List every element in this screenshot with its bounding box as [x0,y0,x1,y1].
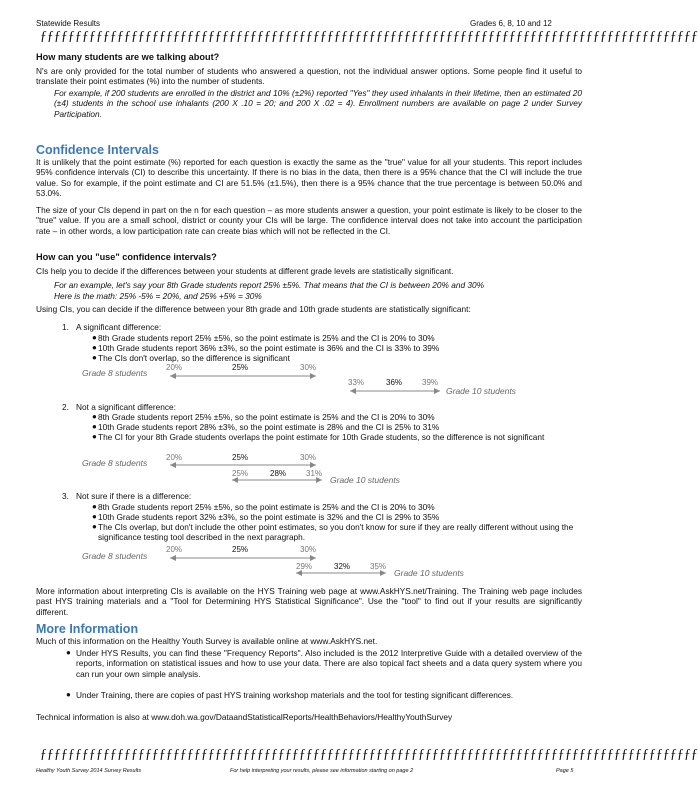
bullet-icon: ● [92,522,97,531]
footer-left: Healthy Youth Survey 2014 Survey Results [36,768,142,774]
ci-mid: 32% [334,562,351,571]
paragraph: The size of your CIs depend in part on the n for each question – as more students answer a question, your point estimate is likely to be closer to the "true" value. If you are a small school, district or county your CIs will be large. The confidence interval does not take into account the participation rate – in other words, a low participation rate can create bias which will not be reflected in the CI. [36,205,582,236]
paragraph: N's are only provided for the total number of students who answered a question, not the individual answer options. Some people find it useful to translate their point estimates (%) into the number of students. [36,66,582,87]
paragraph: Technical information is also at www.doh.wa.gov/DataandStatisticalReports/HealthBehaviors/HealthyYouthSurvey [36,712,453,722]
example-text: For example, if 200 students are enrolled in the district and 10% (±2%) reported "Yes" they used inhalants in their lifetime, then an estimated 20 (±4) students in the school use inhalants (200 X .10 = 20; and 200 X .02 = 4). Enrollment numbers are available on page 2 under Survey Participation. [54,88,582,119]
list-item: Under Training, there are copies of past HYS training workshop materials and the tool for testing significant differences. [76,690,514,700]
ci-low: 20% [166,453,183,462]
ci-diagram-3 [0,542,618,580]
grade10-label: Grade 10 students [330,475,400,485]
list-heading: Not sure if there is a difference: [76,491,192,501]
list-item: 8th Grade students report 25% ±5%, so the point estimate is 25% and the CI is 20% to 30% [98,412,435,422]
paragraph: CIs help you to decide if the differences between your students at different grade levels are statistically significant. [36,266,454,276]
ci-high: 30% [300,453,317,462]
list-number: 1. [62,322,69,332]
ci-mid: 28% [270,469,287,478]
bullet-icon: ● [92,412,97,421]
list-number: 2. [62,402,69,412]
list-item: 8th Grade students report 25% ±5%, so the point estimate is 25% and the CI is 20% to 30% [98,333,435,343]
paragraph: Much of this information on the Healthy Youth Survey is available online at www.AskHYS.net. [36,636,378,646]
bullet-icon: ● [66,648,71,657]
grade8-label: Grade 8 students [82,458,148,468]
ci-mid: 25% [232,363,249,372]
top-divider: ƒƒƒƒƒƒƒƒƒƒƒƒƒƒƒƒƒƒƒƒƒƒƒƒƒƒƒƒƒƒƒƒƒƒƒƒƒƒƒƒƒƒƒƒƒƒƒƒƒƒƒƒƒƒƒƒƒƒƒƒƒƒƒƒƒƒƒƒƒƒƒƒƒƒƒƒƒƒƒƒƒƒƒƒƒƒƒƒƒƒƒƒƒƒ [40,29,698,44]
example-text: For an example, let's say your 8th Grade students report 25% ±5%. That means that the CI is between 20% and 30% [54,280,484,290]
footer-page: Page 5 [556,768,574,774]
grade8-label: Grade 8 students [82,368,148,378]
section-heading-use-ci: How can you "use" confidence intervals? [36,252,217,262]
bullet-icon: ● [92,333,97,342]
paragraph: It is unlikely that the point estimate (%) reported for each question is exactly the same as the "true" value for all your students. This report includes 95% confidence intervals (CI) to describe this uncertainty. If there is no bias in the data, then there is a 95% chance that the CI will include the true value. So for example, if the point estimate and CI are 51.5% (±1.5%), then there is a 95% chance that the true percentage is between 50.0% and 53.0%. [36,157,582,198]
ci-low: 25% [232,469,249,478]
bullet-icon: ● [92,512,97,521]
bullet-icon: ● [92,422,97,431]
paragraph: More information about interpreting CIs is available on the HYS Training web page at www.AskHYS.net/Training. The Training web page includes past HYS training materials and a "Tool for Determining HYS Statistical Significance". Use the "tool" to find out if your results are significantly different. [36,586,582,617]
list-item: The CI for your 8th Grade students overlaps the point estimate for 10th Grade students, so the difference is not significant [98,432,545,442]
ci-diagram-2 [0,450,618,488]
list-heading: A significant difference: [76,322,162,332]
ci-low: 20% [166,363,183,372]
footer-center: For help interpreting your results, please see information starting on page 2 [230,768,414,774]
ci-mid: 36% [386,378,403,387]
ci-high: 30% [300,545,317,554]
ci-diagram-1 [0,360,618,400]
ci-high: 31% [306,469,323,478]
section-heading-confidence-intervals: Confidence Intervals [36,143,159,157]
bullet-icon: ● [92,502,97,511]
paragraph: Using CIs, you can decide if the difference between your 8th grade and 10th grade students are statistically significant: [36,304,471,314]
list-item: 10th Grade students report 28% ±3%, so the point estimate is 28% and the CI is 25% to 31% [98,422,440,432]
ci-high: 35% [370,562,387,571]
list-item: 8th Grade students report 25% ±5%, so the point estimate is 25% and the CI is 20% to 30% [98,502,435,512]
grade8-label: Grade 8 students [82,551,148,561]
bottom-divider: ƒƒƒƒƒƒƒƒƒƒƒƒƒƒƒƒƒƒƒƒƒƒƒƒƒƒƒƒƒƒƒƒƒƒƒƒƒƒƒƒƒƒƒƒƒƒƒƒƒƒƒƒƒƒƒƒƒƒƒƒƒƒƒƒƒƒƒƒƒƒƒƒƒƒƒƒƒƒƒƒƒƒƒƒƒƒƒƒƒƒƒƒƒƒ [40,747,698,762]
list-item: 10th Grade students report 32% ±3%, so the point estimate is 32% and the CI is 29% to 35% [98,512,440,522]
ci-low: 33% [348,378,365,387]
bullet-icon: ● [92,432,97,441]
list-item: 10th Grade students report 36% ±3%, so the point estimate is 36% and the CI is 33% to 39% [98,343,440,353]
header-left: Statewide Results [36,19,101,28]
ci-low: 20% [166,545,183,554]
list-heading: Not a significant difference: [76,402,176,412]
ci-high: 39% [422,378,439,387]
ci-high: 30% [300,363,317,372]
header-right: Grades 6, 8, 10 and 12 [470,19,552,28]
example-text: Here is the math: 25% -5% = 20%, and 25% +5% = 30% [54,291,262,301]
ci-mid: 25% [232,453,249,462]
grade10-label: Grade 10 students [446,386,516,396]
list-item: Under HYS Results, you can find these "Frequency Reports". Also included is the 2012 Interpretive Guide with a detailed overview of the reports, information on statistical issues and how to use your data. There are also topical fact sheets and a data query system where you can run your own simple analysis. [76,648,582,679]
list-item: The CIs overlap, but don't include the other point estimates, so you don't know for sure if they are really different without using the significance testing tool described in the next paragraph. [98,522,574,543]
ci-low: 29% [296,562,313,571]
ci-mid: 25% [232,545,249,554]
grade10-label: Grade 10 students [394,568,464,578]
list-item: The CIs don't overlap, so the difference is significant [98,353,290,363]
section-heading-how-many: How many students are we talking about? [36,52,220,62]
bullet-icon: ● [92,353,97,362]
bullet-icon: ● [92,343,97,352]
list-number: 3. [62,491,69,501]
section-heading-more-information: More Information [36,622,139,636]
bullet-icon: ● [66,690,71,699]
